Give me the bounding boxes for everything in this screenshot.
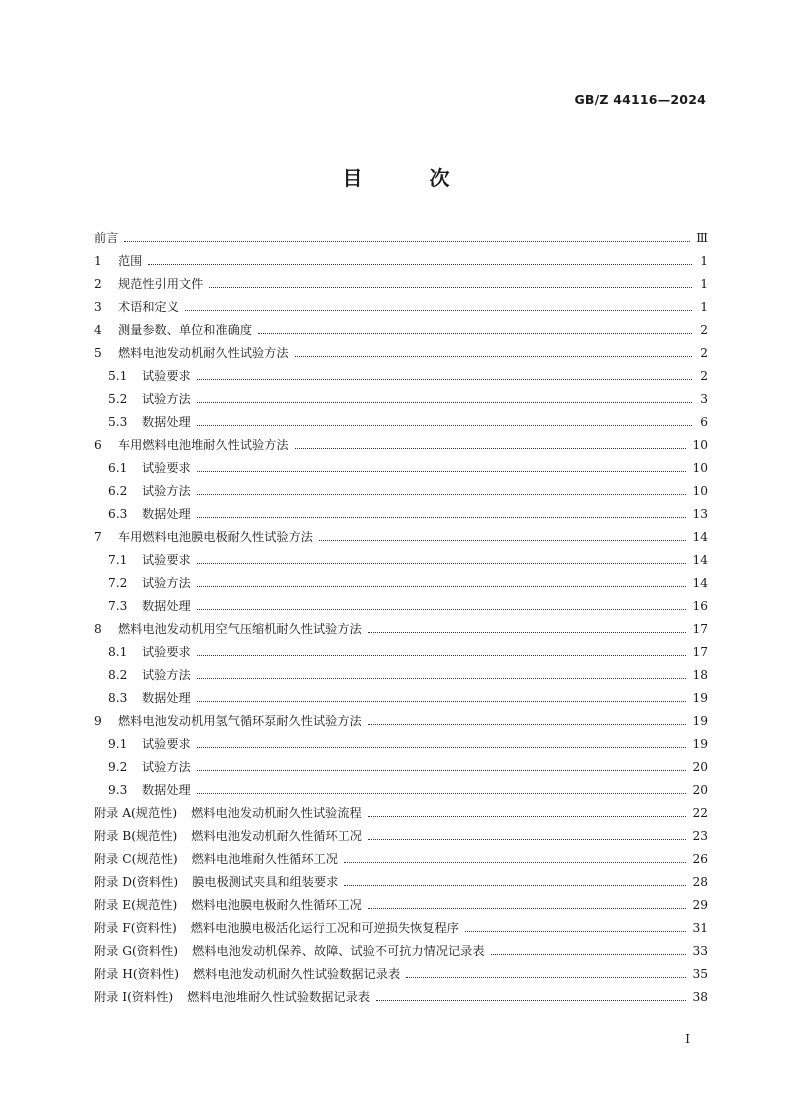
toc-entry-number: 附录 D(资料性) <box>94 875 179 889</box>
toc-entry-number: 7.2 <box>108 575 128 590</box>
toc-entry-number: 8.1 <box>108 644 128 659</box>
toc-entry-page: 18 <box>692 667 708 682</box>
toc-entry-number: 3 <box>94 299 102 314</box>
toc-entry-page: 2 <box>700 368 708 383</box>
toc-entry-label: 车用燃料电池膜电极耐久性试验方法 <box>118 530 313 544</box>
toc-leader-dots <box>197 424 692 426</box>
toc-entry-page: 1 <box>700 276 708 291</box>
toc-leader-dots <box>376 999 687 1001</box>
toc-appendix-entry[interactable] <box>94 916 708 939</box>
toc-entry-page: 19 <box>692 690 708 705</box>
toc-entry-label: 术语和定义 <box>118 300 179 314</box>
toc-entry-page: 14 <box>692 552 708 567</box>
page-number: Ⅰ <box>685 1032 690 1046</box>
toc-leader-dots <box>368 907 687 909</box>
toc-entry-page: 14 <box>692 575 708 590</box>
toc-leader-dots <box>258 332 692 334</box>
toc-entry-label: 试验方法 <box>142 668 191 682</box>
toc-entry-number: 9.2 <box>108 759 128 774</box>
toc-leader-dots <box>344 861 687 863</box>
toc-entry-number: 6 <box>94 437 102 452</box>
toc-entry[interactable] <box>94 226 708 249</box>
toc-leader-dots <box>197 516 687 518</box>
standard-code: GB/Z 44116—2024 <box>574 92 706 107</box>
toc-entry-page: 10 <box>692 460 708 475</box>
toc-leader-dots <box>368 815 687 817</box>
toc-entry-label: 燃料电池发动机用氢气循环泵耐久性试验方法 <box>118 714 362 728</box>
toc-leader-dots <box>197 700 687 702</box>
toc-entry-page: 20 <box>692 759 708 774</box>
toc-entry-label: 试验要求 <box>142 369 191 383</box>
toc-entry[interactable] <box>94 502 708 525</box>
toc-entry-number: 5.2 <box>108 391 128 406</box>
toc-entry-page: 14 <box>692 529 708 544</box>
toc-leader-dots <box>197 493 687 495</box>
toc-leader-dots <box>295 447 687 449</box>
toc-entry-number: 附录 E(规范性) <box>94 898 178 912</box>
toc-entry-number: 5 <box>94 345 102 360</box>
toc-appendix-entry[interactable] <box>94 985 708 1008</box>
toc-entry-number: 附录 C(规范性) <box>94 852 178 866</box>
toc-entry-page: 3 <box>700 391 708 406</box>
toc-entry-number: 9.3 <box>108 782 128 797</box>
toc-leader-dots <box>344 884 686 886</box>
toc-leader-dots <box>197 562 687 564</box>
toc-entry-label: 燃料电池堆耐久性循环工况 <box>191 852 338 866</box>
toc-entry-number: 6.3 <box>108 506 128 521</box>
toc-leader-dots <box>185 309 692 311</box>
toc-entry-page: 35 <box>692 966 708 981</box>
toc-leader-dots <box>197 378 692 380</box>
toc-entry[interactable] <box>94 778 708 801</box>
toc-appendix-entry[interactable] <box>94 870 708 893</box>
toc-entry-page: 29 <box>692 897 708 912</box>
toc-entry[interactable] <box>94 318 708 341</box>
toc-entry[interactable] <box>94 548 708 571</box>
toc-leader-dots <box>368 631 687 633</box>
toc-entry-number: 8.2 <box>108 667 128 682</box>
toc-leader-dots <box>197 470 687 472</box>
toc-leader-dots <box>197 585 687 587</box>
toc-leader-dots <box>319 539 686 541</box>
toc-entry-page: 1 <box>700 299 708 314</box>
toc-entry-number: 7.3 <box>108 598 128 613</box>
toc-entry-label: 前言 <box>94 231 119 245</box>
toc-leader-dots <box>197 792 687 794</box>
toc-entry-label: 燃料电池发动机耐久性试验流程 <box>191 806 362 820</box>
toc-leader-dots <box>197 769 687 771</box>
toc-entry-page: 2 <box>700 345 708 360</box>
toc-entry[interactable] <box>94 594 708 617</box>
toc-entry-page: 38 <box>692 989 708 1004</box>
toc-leader-dots <box>148 263 692 265</box>
toc-entry-label: 燃料电池发动机用空气压缩机耐久性试验方法 <box>118 622 362 636</box>
toc-entry-number: 8.3 <box>108 690 128 705</box>
toc-entry-number: 7.1 <box>108 552 128 567</box>
toc-entry-label: 燃料电池发动机耐久性试验方法 <box>118 346 289 360</box>
toc-leader-dots <box>295 355 692 357</box>
toc-leader-dots <box>209 286 692 288</box>
toc-entry-number: 5.1 <box>108 368 128 383</box>
toc-entry-number: 1 <box>94 253 102 268</box>
toc-entry[interactable] <box>94 755 708 778</box>
toc-entry-page: 22 <box>692 805 708 820</box>
toc-entry[interactable] <box>94 732 708 755</box>
toc-entry[interactable] <box>94 433 708 456</box>
toc-leader-dots <box>124 240 690 242</box>
toc-entry-number: 2 <box>94 276 102 291</box>
toc-entry-label: 数据处理 <box>142 691 191 705</box>
toc-entry-label: 试验要求 <box>142 461 191 475</box>
toc-entry-number: 7 <box>94 529 102 544</box>
toc-entry-label: 测量参数、单位和准确度 <box>118 323 253 337</box>
toc-entry-label: 试验要求 <box>142 737 191 751</box>
toc-leader-dots <box>368 723 687 725</box>
toc-entry-label: 试验方法 <box>142 576 191 590</box>
toc-entry-page: 10 <box>692 483 708 498</box>
toc-entry-label: 数据处理 <box>142 507 191 521</box>
toc-leader-dots <box>465 930 687 932</box>
toc-entry-page: 10 <box>692 437 708 452</box>
toc-leader-dots <box>406 976 686 978</box>
toc-entry-label: 燃料电池堆耐久性试验数据记录表 <box>187 990 370 1004</box>
toc-entry-label: 试验要求 <box>142 553 191 567</box>
toc-entry[interactable] <box>94 663 708 686</box>
toc-entry-number: 附录 B(规范性) <box>94 829 178 843</box>
toc-entry[interactable] <box>94 341 708 364</box>
toc-entry-number: 附录 H(资料性) <box>94 967 179 981</box>
toc-entry-page: Ⅲ <box>696 230 708 245</box>
toc-entry-number: 6.2 <box>108 483 128 498</box>
toc-entry-page: 13 <box>692 506 708 521</box>
page-title: 目 次 <box>342 166 480 190</box>
toc-entry[interactable] <box>94 272 708 295</box>
toc-entry-page: 23 <box>692 828 708 843</box>
toc-entry-page: 2 <box>700 322 708 337</box>
toc-entry-label: 膜电极测试夹具和组装要求 <box>192 875 339 889</box>
toc-entry[interactable] <box>94 249 708 272</box>
toc-entry-label: 燃料电池发动机保养、故障、试验不可抗力情况记录表 <box>192 944 485 958</box>
toc-appendix-entry[interactable] <box>94 824 708 847</box>
toc-entry-label: 燃料电池膜电极耐久性循环工况 <box>191 898 362 912</box>
toc-entry[interactable] <box>94 479 708 502</box>
toc-entry-number: 8 <box>94 621 102 636</box>
toc-entry-label: 数据处理 <box>142 599 191 613</box>
toc-entry-page: 26 <box>692 851 708 866</box>
toc-entry[interactable] <box>94 617 708 640</box>
toc-entry-page: 33 <box>692 943 708 958</box>
toc-entry-page: 28 <box>692 874 708 889</box>
toc-leader-dots <box>368 838 687 840</box>
toc-entry[interactable] <box>94 571 708 594</box>
toc-entry[interactable] <box>94 456 708 479</box>
toc-entry-label: 数据处理 <box>142 415 191 429</box>
toc-appendix-entry[interactable] <box>94 962 708 985</box>
toc-entry-number: 6.1 <box>108 460 128 475</box>
toc-entry-page: 19 <box>692 736 708 751</box>
toc-leader-dots <box>197 654 687 656</box>
table-of-contents <box>94 226 708 1008</box>
toc-entry-label: 燃料电池发动机耐久性试验数据记录表 <box>192 967 401 981</box>
toc-entry-page: 17 <box>692 621 708 636</box>
toc-entry[interactable] <box>94 387 708 410</box>
toc-appendix-entry[interactable] <box>94 847 708 870</box>
toc-entry-number: 附录 I(资料性) <box>94 990 174 1004</box>
toc-entry-page: 17 <box>692 644 708 659</box>
toc-entry-page: 31 <box>692 920 708 935</box>
toc-entry[interactable] <box>94 295 708 318</box>
toc-appendix-entry[interactable] <box>94 801 708 824</box>
toc-entry-page: 19 <box>692 713 708 728</box>
toc-appendix-entry[interactable] <box>94 939 708 962</box>
toc-leader-dots <box>491 953 687 955</box>
toc-entry-label: 燃料电池发动机耐久性循环工况 <box>191 829 362 843</box>
toc-appendix-entry[interactable] <box>94 893 708 916</box>
toc-entry-page: 1 <box>700 253 708 268</box>
toc-entry-number: 9.1 <box>108 736 128 751</box>
toc-leader-dots <box>197 746 687 748</box>
toc-entry-number: 附录 A(规范性) <box>94 806 178 820</box>
toc-entry-page: 16 <box>692 598 708 613</box>
toc-entry-label: 范围 <box>118 254 143 268</box>
toc-entry[interactable] <box>94 525 708 548</box>
toc-entry-label: 试验方法 <box>142 484 191 498</box>
toc-entry-number: 4 <box>94 322 102 337</box>
toc-leader-dots <box>197 401 692 403</box>
toc-entry-number: 9 <box>94 713 102 728</box>
toc-entry-label: 试验要求 <box>142 645 191 659</box>
toc-leader-dots <box>197 677 687 679</box>
toc-entry-label: 数据处理 <box>142 783 191 797</box>
toc-entry[interactable] <box>94 709 708 732</box>
toc-entry[interactable] <box>94 364 708 387</box>
toc-entry-label: 试验方法 <box>142 392 191 406</box>
toc-entry-label: 规范性引用文件 <box>118 277 204 291</box>
toc-entry-number: 附录 G(资料性) <box>94 944 179 958</box>
toc-entry-number: 5.3 <box>108 414 128 429</box>
toc-entry[interactable] <box>94 686 708 709</box>
toc-entry-page: 20 <box>692 782 708 797</box>
toc-entry[interactable] <box>94 640 708 663</box>
toc-entry[interactable] <box>94 410 708 433</box>
toc-leader-dots <box>197 608 687 610</box>
toc-entry-number: 附录 F(资料性) <box>94 921 177 935</box>
toc-entry-label: 车用燃料电池堆耐久性试验方法 <box>118 438 289 452</box>
toc-entry-label: 试验方法 <box>142 760 191 774</box>
toc-entry-page: 6 <box>700 414 708 429</box>
toc-entry-label: 燃料电池膜电极活化运行工况和可逆损失恢复程序 <box>190 921 459 935</box>
